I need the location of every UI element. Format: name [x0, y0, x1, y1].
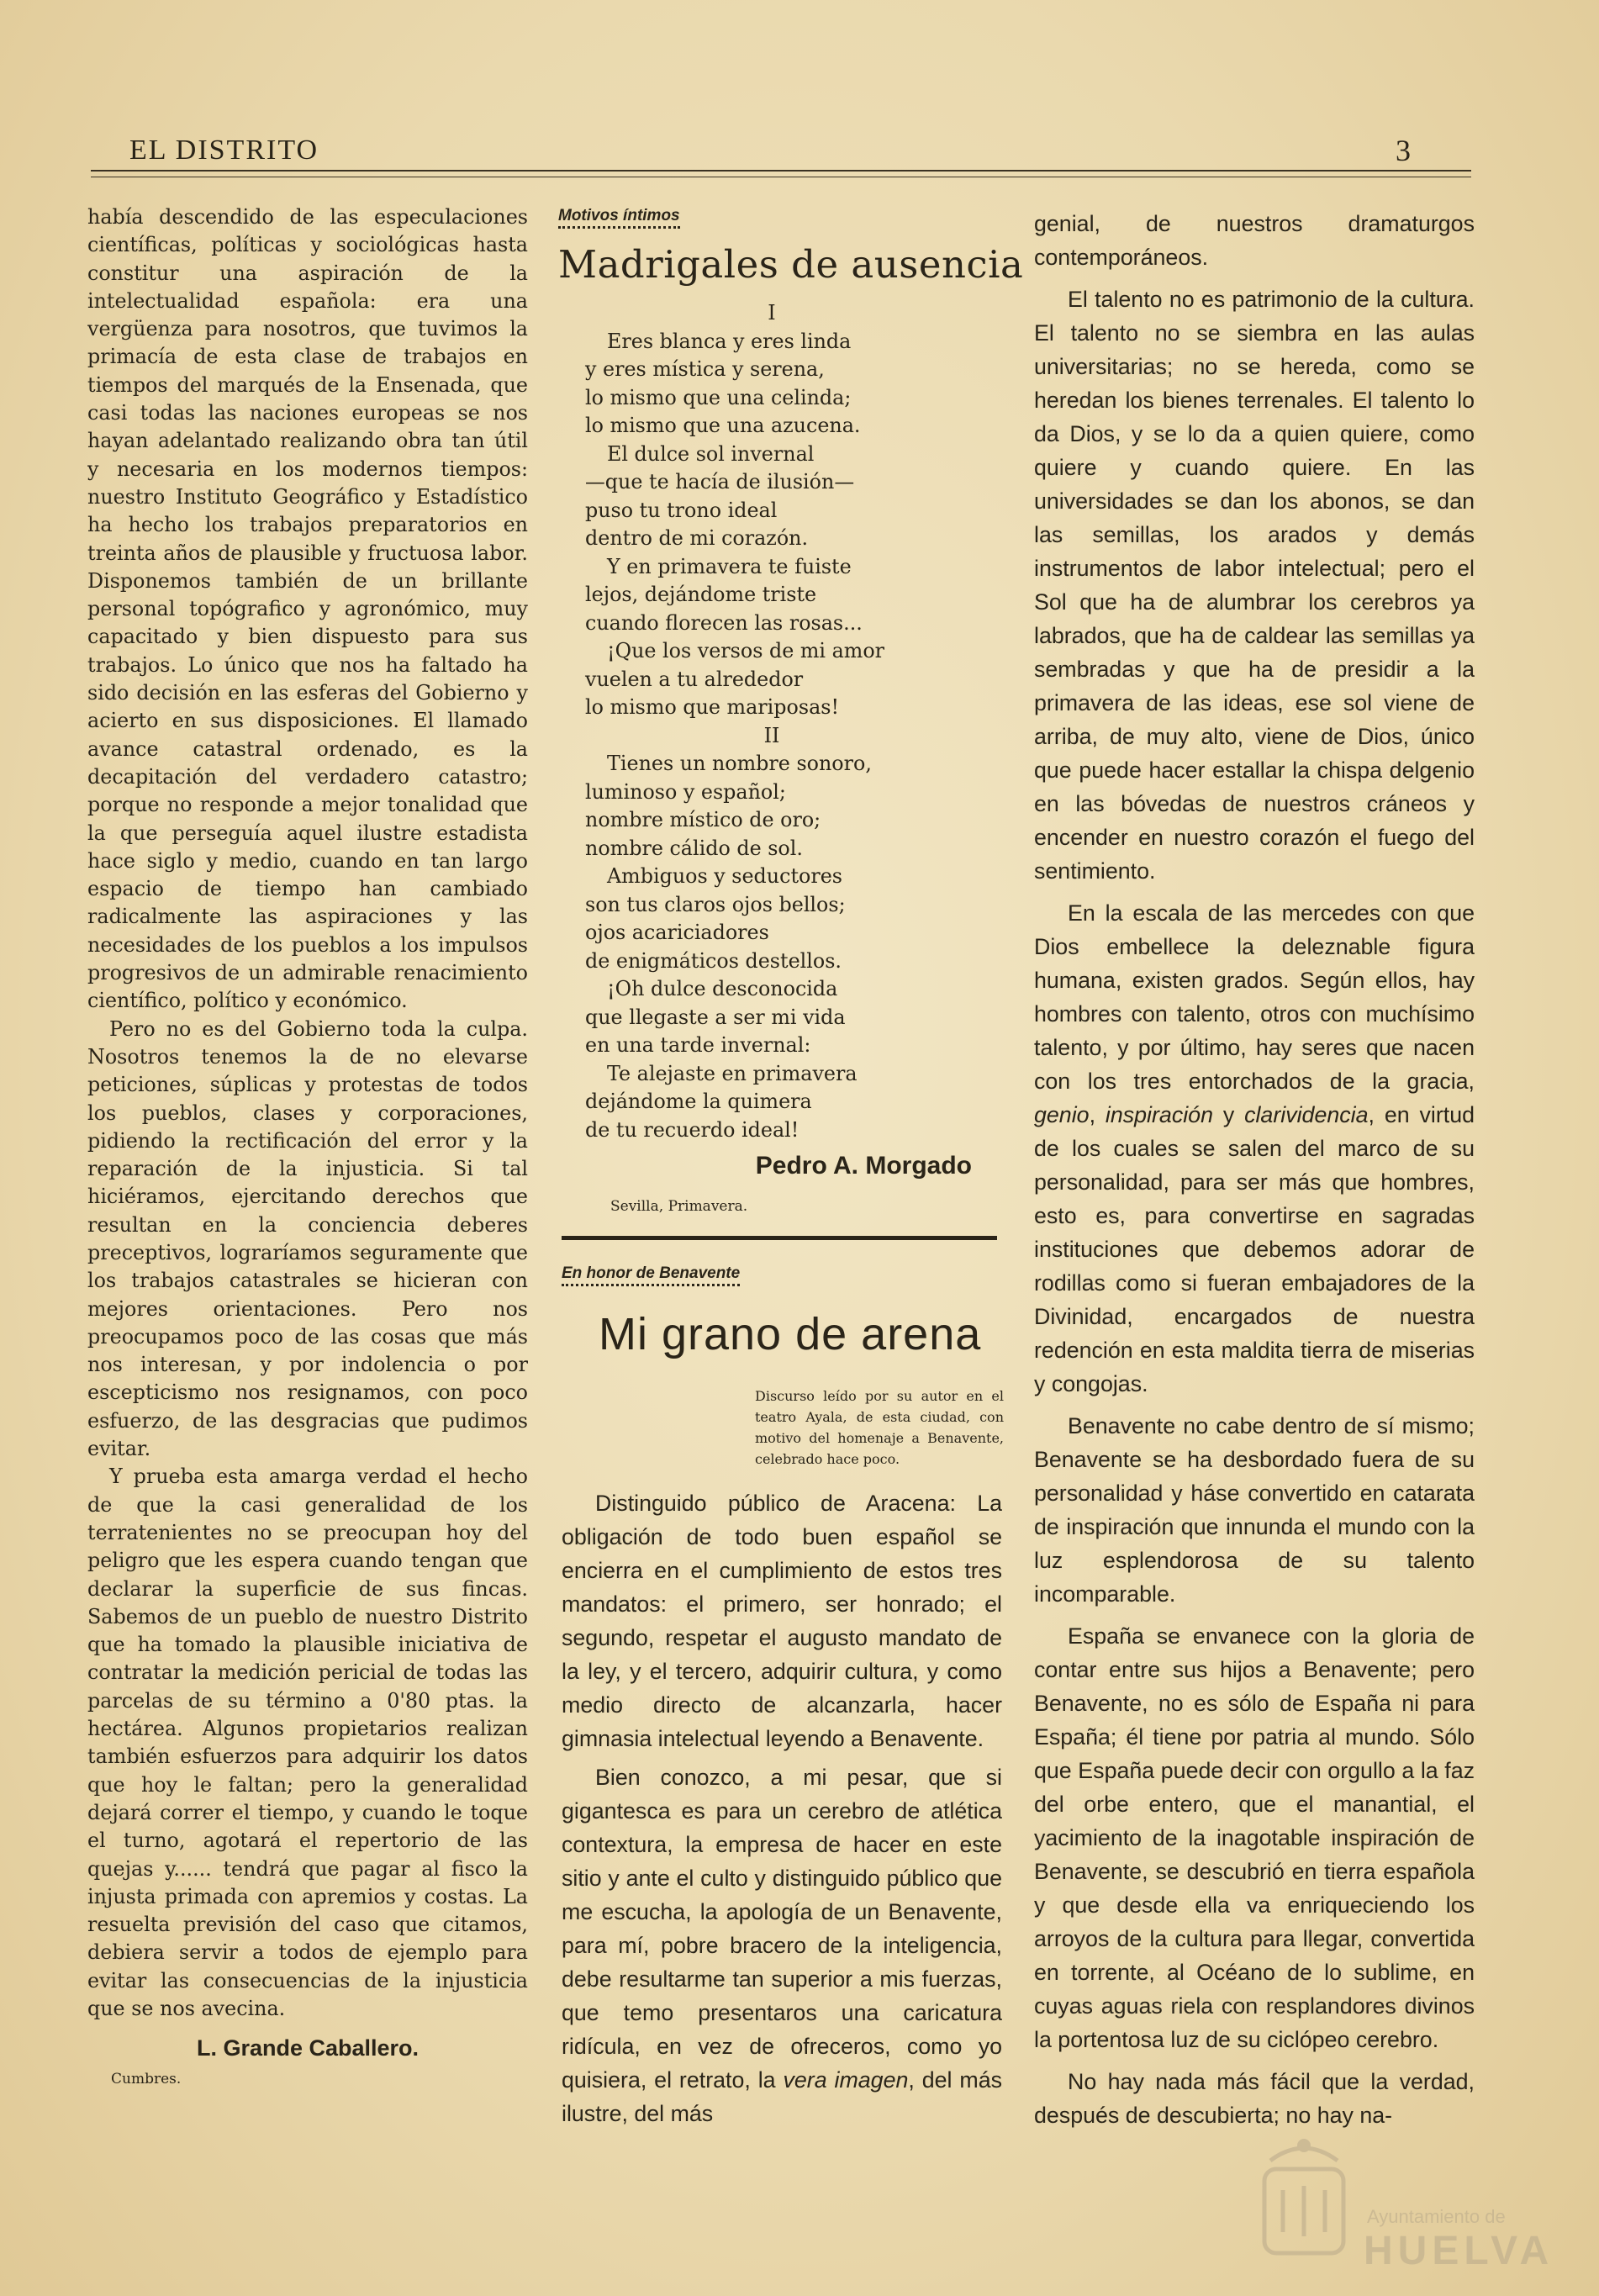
poem-line: en una tarde invernal: — [585, 1033, 811, 1057]
speech-paragraph: Benavente no cabe dentro de sí mismo; Benavente se ha desbordado fuera de su personalidad y háse convertido en catarata de inspiración que innunda el mundo con la luz esplendorosa de su talento incomparable. — [1034, 1413, 1475, 1607]
poem-place: Sevilla, Primavera. — [610, 1198, 748, 1215]
speech-paragraph: España se envanece con la gloria de contar entre sus hijos a Benavente; pero Benavente, no es sólo de España ni para España; él tiene por patria al mundo. Sólo que España puede decir con orgullo a la faz del orbe entero, que el manantial, el yacimiento de la inagotable inspiración de Benavente, se descubrió en tierra española y que desde ella va enriqueciendo los arroyos de la cultura para llegar, convertida en torrente, al Océano de lo sublime, en cuyas aguas riela con resplandores divinos la portentosa luz de su ciclópeo cerebro. — [1034, 1623, 1475, 2052]
poem-body — [585, 299, 1005, 1222]
newspaper-title: EL DISTRITO — [129, 135, 319, 166]
poem-line: y eres mística y serena, — [585, 357, 825, 381]
watermark-line1: Ayuntamiento de — [1367, 2206, 1506, 2227]
poem-line: lejos, dejándome triste — [585, 583, 817, 606]
poem-line: de enigmáticos destellos. — [585, 948, 842, 973]
article-paragraph: había descendido de las especulaciones científicas, políticas y sociológicas hasta constitur una aspiración de la intelectualidad española: era una vergüenza para nosotros, que tuvimos la primacía de esta clase de trabajos en tiempos del marqués de la Ensenada, que casi todas las naciones europeas se nos hayan adelantado realizando obra tan útil y necesaria en los modernos tiempos: nuestro Instituto Geográfico y Estadístico ha hecho los trabajos preparatorios en treinta años de plausible y fructuosa labor. Disponemos también de un brillante personal topógrafico y agronómico, muy capacitado y bien dispuesto para sus trabajos. Lo único que nos ha faltado ha sido decisión en las esferas del Gobierno y acierto en sus disposiciones. El llamado avance catastral ordenado, es la decapitación del verdadero catastro; porque no responde a mejor tonalidad que la que perseguía aquel ilustre estadista hace siglo y medio, cuando en tan largo espacio de tiempo han cambiado radicalmente las aspiraciones y las necesidades de los pueblos a los impulsos progresivos de un admirable renacimiento científico, político y económico. — [87, 205, 528, 1013]
poem-line: ¡Oh dulce desconocida — [607, 977, 838, 1000]
poem-line: dejándome la quimera — [585, 1090, 812, 1113]
poem-line: puso tu trono ideal — [585, 498, 778, 522]
speech-paragraph: genial, de nuestros dramaturgos contemporáneos. — [1034, 211, 1475, 270]
speech-paragraph: El talento no es patrimonio de la cultura. El talento no se siembra en las aulas universitarias; no se hereda, como se heredan los bienes terrenales. El talento lo da Dios, y se lo da a quien quiere, como quiere y cuando quiere. En las universidades se dan los abonos, se dan las semillas, los arados y demás instrumentos de labor intelectual; pero el Sol que ha de alumbrar los cerebros ya labrados, que ha de caldear las semillas ya sembradas y que ha de presidir a la primavera de las ideas, ese sol viene de arriba, de muy alto, viene de Dios, único que puede hacer estallar la chispa delgenio en las bóvedas de nuestros cráneos y encender en nuestro corazón el fuego del sentimiento. — [1034, 287, 1475, 884]
speech-paragraph: No hay nada más fácil que la verdad, después de descubierta; no hay na- — [1034, 2069, 1475, 2128]
watermark-line2: HUELVA — [1364, 2229, 1554, 2273]
article-place: Cumbres. — [111, 2071, 182, 2088]
right-column-speech — [1034, 207, 1475, 2132]
speech-note: Discurso leído por su autor en el teatro Ayala, de esta ciudad, con motivo del homenaje a Benavente, celebrado hace poco. — [755, 1388, 1004, 1467]
poem-part-numeral: II — [763, 723, 780, 747]
speech-paragraph: Distinguido público de Aracena: La obligación de todo buen español se encierra en el cumplimiento de estos tres mandatos: el primero, ser honrado; el segundo, respetar el augusto mandato de la ley, y el tercero, adquirir cultura, y como medio directo de alcanzarla, hacer gimnasia intelectual leyendo a Benavente. — [562, 1491, 1002, 1751]
poem-line: Ambiguos y seductores — [607, 864, 843, 888]
poem-line: ¡Que los versos de mi amor — [607, 639, 885, 662]
poem-line: dentro de mi corazón. — [585, 526, 809, 550]
poem-author: Pedro A. Morgado — [755, 1152, 972, 1180]
poem-line: lo mismo que mariposas! — [585, 695, 840, 719]
poem-line: Y en primavera te fuiste — [607, 554, 852, 578]
emphasis: vera imagen — [783, 2067, 909, 2093]
article-paragraph: Y prueba esta amarga verdad el hecho de que la casi generalidad de los terratenientes no se preocupan hoy del peligro que les espera cuando tengan que declarar la superficie de sus fincas. Sabemos de un pueblo de nuestro Distrito que ha tomado la plausible iniciativa de contratar la medición pericial de todas las parcelas de su término a 0'80 ptas. la hectárea. Algunos propietarios realizan también esfuerzos para adquirir los datos que hoy le faltan; pero la generalidad dejará correr el tiempo, y cuando le toque el turno, agotará el repertorio de las quejas y...... tendrá que pagar al fisco la injusta primada con apremios y costas. La resuelta previsión del caso que citamos, debiera servir a todos de ejemplo para evitar las consecuencias de la injusticia que se nos avecina. — [87, 1465, 528, 2020]
section-kicker: Motivos íntimos — [558, 207, 680, 229]
section-divider — [562, 1236, 997, 1240]
speech-title: Mi grano de arena — [599, 1309, 982, 1359]
poem-line: lo mismo que una azucena. — [585, 414, 861, 437]
poem-title: Madrigales de ausencia — [558, 242, 1024, 287]
article-paragraph: Pero no es del Gobierno toda la culpa. Nosotros tenemos la de no elevarse peticiones, súplicas y protestas de todos los pueblos, clases y corporaciones, pidiendo la rectificación del error y la reparación de la injusticia. Si tal hiciéramos, ejercitando derechos que resultan en la conciencia deberes preceptivos, lograríamos seguramente que los trabajos catastrales se hicieran con mejores orientaciones. Pero nos preocupamos poco de las cosas que más nos interesan, y por indolencia o por escepticismo nos resignamos, con poco esfuerzo, de las desgracias que pudimos evitar. — [87, 1016, 528, 1461]
coat-of-arms-icon — [1249, 2127, 1359, 2278]
poem-line: El dulce sol invernal — [607, 441, 815, 466]
emphasis: clarividencia — [1244, 1102, 1369, 1127]
poem-line: ojos acariciadores — [585, 921, 769, 944]
header-rule-top — [91, 170, 1471, 172]
poem-line: que llegaste a ser mi vida — [585, 1005, 846, 1029]
speech-paragraph: Bien conozco, a mi pesar, que si gigantesca es para un cerebro de atlética contextura, la empresa de hacer en este sitio y ante el culto y distinguido público que me escucha, la apología de un Benavente, para mí, pobre bracero de la inteligencia, debe resultarme tan superior a mis fuerzas, que temo presentaros una caricatura ridícula, en vez de ofreceros, como yo quisiera, el retrato, la vera imagen, del más ilustre, del más — [562, 1765, 1002, 2125]
poem-line: Eres blanca y eres linda — [607, 329, 852, 353]
page-number: 3 — [1396, 134, 1411, 167]
archive-watermark — [1249, 2127, 1554, 2278]
poem-line: Tienes un nombre sonoro, — [607, 752, 872, 775]
poem-line: luminoso y español; — [585, 779, 786, 804]
poem-part-numeral: I — [768, 301, 776, 325]
left-column-article — [87, 203, 528, 2103]
poem-line: cuando florecen las rosas... — [585, 610, 863, 635]
article-signature: L. Grande Caballero. — [196, 2035, 420, 2061]
speech-paragraph: En la escala de las mercedes con que Dios embellece la deleznable figura humana, existen grados. Según ellos, hay hombres con talento, otros con muchísimo talento, y por último, hay seres que nacen con los tres entorchados de la gracia, genio, inspiración y clarividencia, en virtud de los cuales se salen del marco de su personalidad, para ser más que hombres, esto es, para convertirse en sagradas instituciones que debemos adorar de rodillas como si fueran embajadores de la Divinidad, encargados de nuestra redención en esta maldita tierra de miserias y congojas. — [1034, 900, 1475, 1396]
poem-line: vuelen a tu alrededor — [585, 667, 804, 691]
poem-line: nombre cálido de sol. — [585, 836, 803, 860]
poem-line: nombre místico de oro; — [585, 808, 821, 831]
poem-line: —que te hacía de ilusión— — [585, 470, 855, 494]
poem-line: de tu recuerdo ideal! — [585, 1117, 800, 1142]
poem-line: son tus claros ojos bellos; — [585, 892, 846, 916]
emphasis: genio — [1034, 1102, 1090, 1127]
speech-body — [562, 1486, 1002, 2125]
poem-line: Te alejaste en primavera — [607, 1061, 858, 1085]
emphasis: inspiración — [1105, 1102, 1213, 1127]
poem-line: lo mismo que una celinda; — [585, 385, 852, 409]
page-header — [91, 133, 1471, 170]
section-kicker: En honor de Benavente — [562, 1264, 740, 1286]
